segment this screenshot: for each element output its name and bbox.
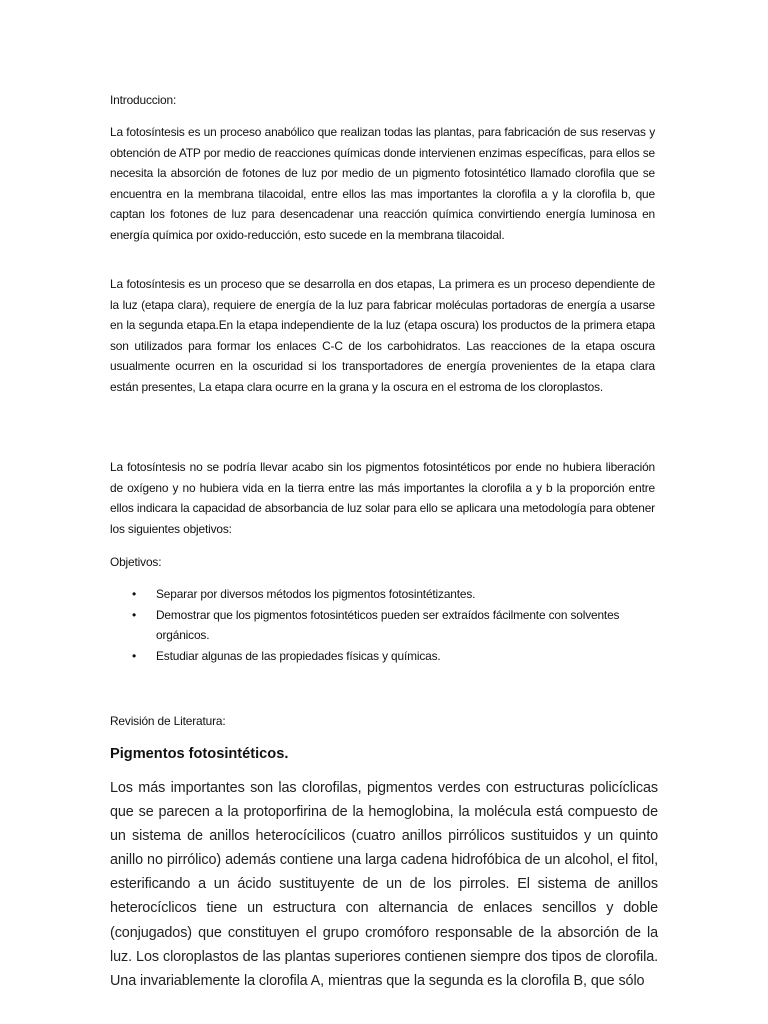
intro-paragraph-2: La fotosíntesis es un proceso que se desarrolla en dos etapas, La primera es un proceso dependiente de la luz (etapa clara), requiere de energía de la luz para fabricar moléculas portadoras de energía a usarse en la segunda etapa.En la etapa independiente de la luz (etapa oscura) los productos de la primera etapa son utilizados para formar los enlaces C-C de los carbohidratos. Las reacciones de la etapa oscura usualmente ocurren en la oscuridad si los transportadores de energía provenientes de la etapa clara están presentes, La etapa clara ocurre en la grana y la oscura en el estroma de los cloroplastos. [110, 277, 655, 394]
objective-text: Separar por diversos métodos los pigmentos fotosintétizantes. [156, 587, 476, 601]
objectives-list [110, 584, 655, 666]
list-item [110, 584, 655, 605]
literature-heading: Revisión de Literatura: [110, 714, 226, 728]
section-title: Pigmentos fotosintéticos. [110, 746, 289, 762]
list-item [110, 646, 655, 667]
pigments-paragraph: Los más importantes son las clorofilas, pigmentos verdes con estructuras policíclicas que se parecen a la protoporfirina de la hemoglobina, la molécula está compuesto de un sistema de anillos heterocícilicos (cuatro anillos pirrólicos sustituidos y un quinto anillo no pirrólico) además contiene una larga cadena hidrofóbica de un alcohol, el fitol, esterificando a un ácido sustituyente de un de los pirroles. El sistema de anillos heterocíclicos tiene un estructura con alternancia de enlaces sencillos y doble (conjugados) que constituyen el grupo cromóforo responsable de la absorción de la luz. Los cloroplastos de las plantas superiores contienen siempre dos tipos de clorofila. Una invariablemente la clorofila A, mientras que la segunda es la clorofila B, que sólo [110, 780, 658, 989]
intro-paragraph-3: La fotosíntesis no se podría llevar acabo sin los pigmentos fotosintéticos por ende no hubiera liberación de oxígeno y no hubiera vida en la tierra entre las más importantes la clorofila a y b la proporción entre ellos indicara la capacidad de absorbancia de luz solar para ello se aplicara una metodología para obtener los siguientes objetivos: [110, 460, 655, 536]
intro-paragraph-1: La fotosíntesis es un proceso anabólico que realizan todas las plantas, para fabricación de sus reservas y obtención de ATP por medio de reacciones químicas donde intervienen enzimas específicas, para ellos se necesita la absorción de fotones de luz por medio de un pigmento fotosintético llamado clorofila que se encuentra en la membrana tilacoidal, entre ellos las mas importantes la clorofila a y la clorofila b, que captan los fotones de luz para desencadenar una reacción química convirtiendo energía luminosa en energía química por oxido-reducción, esto sucede en la membrana tilacoidal. [110, 125, 655, 242]
bullet-icon: • [132, 607, 137, 622]
objective-text: Estudiar algunas de las propiedades físicas y químicas. [156, 648, 441, 663]
list-item [110, 605, 655, 646]
objectives-heading: Objetivos: [110, 555, 162, 569]
intro-heading: Introduccion: [110, 93, 177, 107]
objective-text: Demostrar que los pigmentos fotosintéticos pueden ser extraídos fácilmente con solventes orgánicos. [156, 607, 620, 642]
bullet-icon: • [132, 587, 137, 601]
bullet-icon: • [132, 648, 137, 663]
